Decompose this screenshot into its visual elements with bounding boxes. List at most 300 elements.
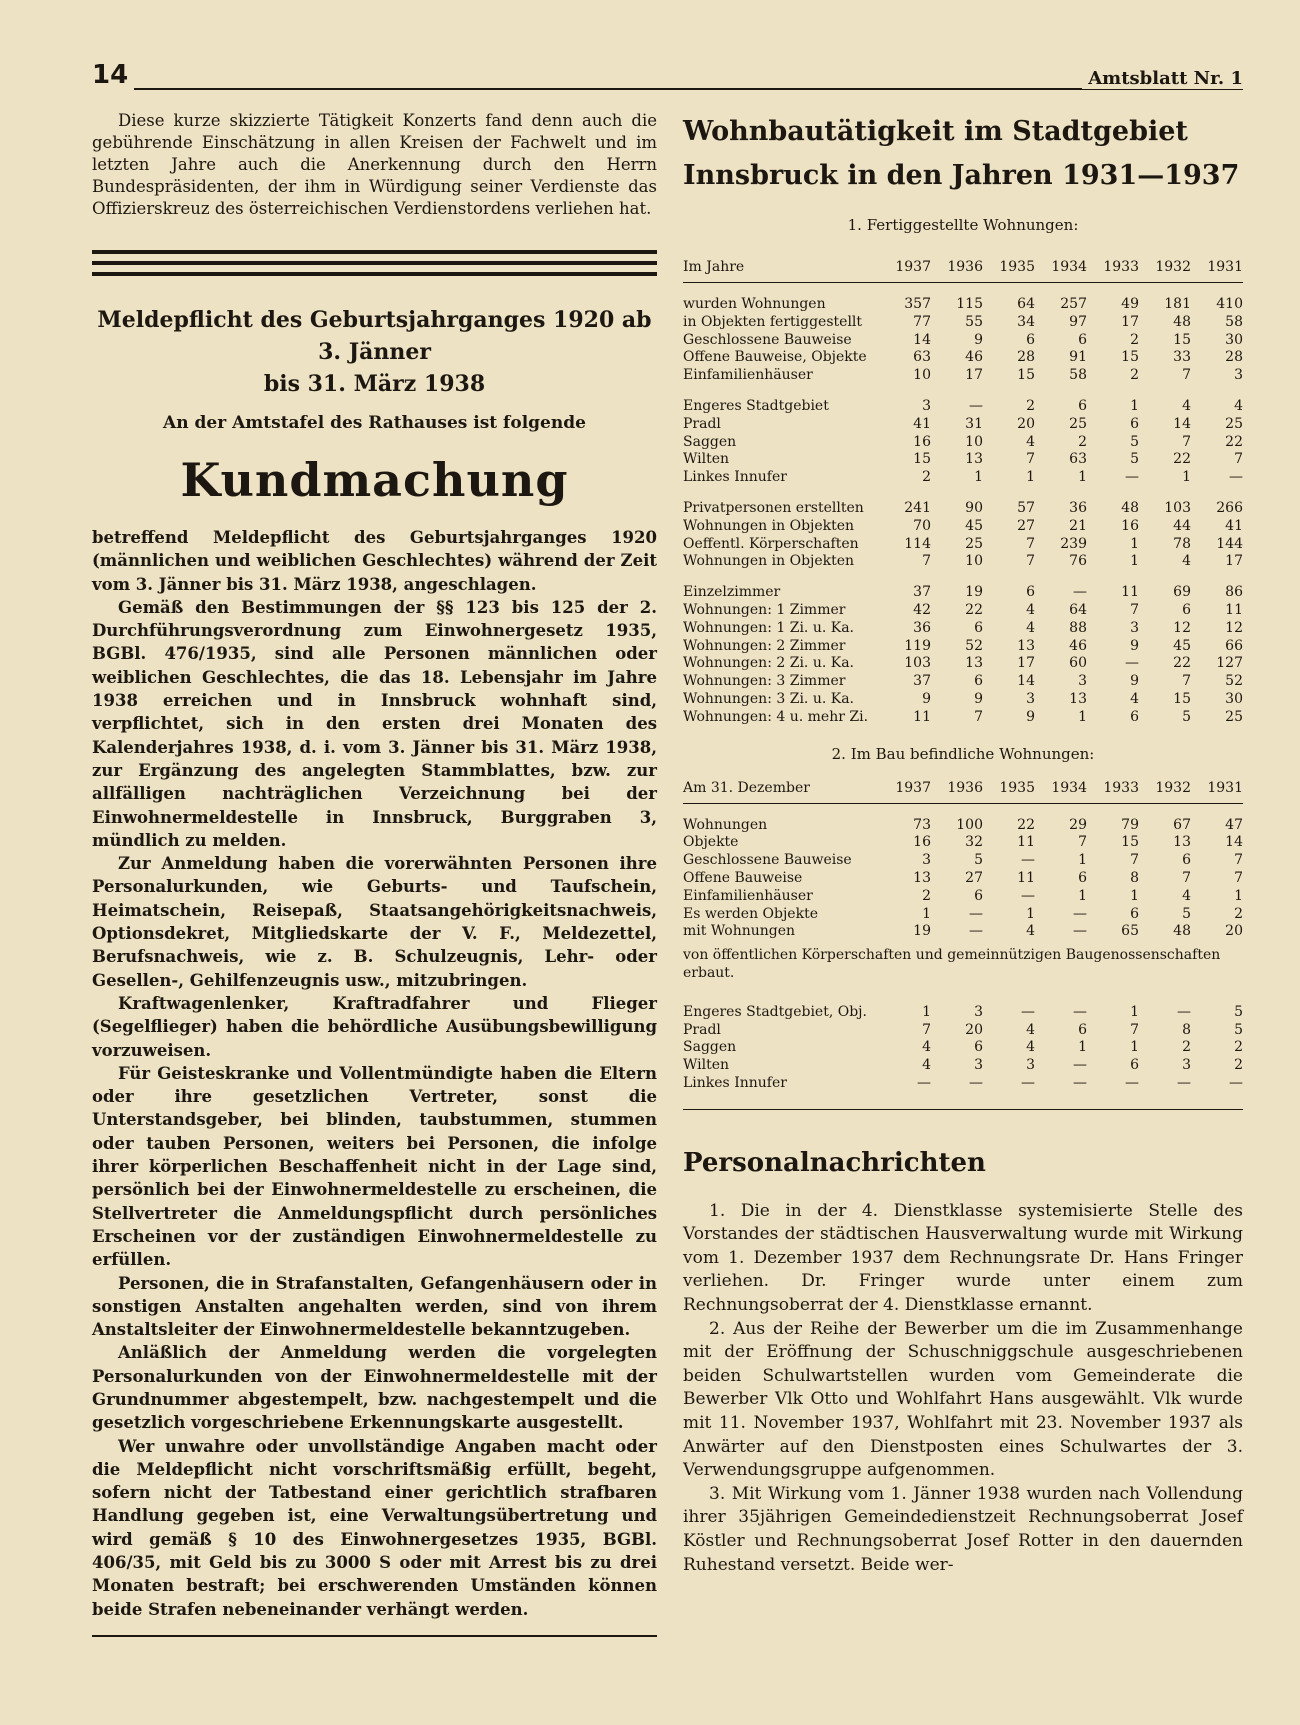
table-cell: 9 bbox=[974, 690, 983, 707]
table-cell: 15 bbox=[1017, 367, 1035, 384]
table-cell: 12 bbox=[1225, 619, 1243, 636]
table-row bbox=[683, 1075, 1243, 1093]
table-cell: 6 bbox=[1078, 397, 1087, 414]
table-cell: 33 bbox=[1173, 349, 1191, 366]
table-header-year: 1935 bbox=[999, 259, 1035, 275]
notice-paragraph: Gemäß den Bestimmungen der §§ 123 bis 125 der 2. Durchführungsverordnung zum Einwohnergesetz 1935, BGBl. 476/1935, sind alle Personen männlichen oder weiblichen Geschlechtes, die das 18. Lebensjahr im Jahre 1938 erreichen und in Innsbruck wohnhaft sind, verpflichtet, sich in den ersten drei Monaten des Kalenderjahres 1938, d. i. vom 3. Jänner bis 31. März 1938, zur Ergänzung des angelegten Stammblattes, bzw. zur allfälligen nachträglichen Verzeichnung bei der Einwohnermeldestelle in Innsbruck, Burggraben 3, mündlich zu melden. bbox=[92, 597, 657, 850]
row-label: Offene Bauweise, Objekte bbox=[683, 349, 867, 366]
row-label: Engeres Stadtgebiet bbox=[683, 397, 829, 414]
row-label: Objekte bbox=[683, 834, 739, 851]
table-cell: 7 bbox=[1182, 433, 1191, 450]
table-cell: 103 bbox=[904, 655, 931, 672]
table-row bbox=[683, 367, 1243, 385]
table-row bbox=[683, 500, 1243, 518]
table-header-year: 1932 bbox=[1155, 779, 1191, 796]
table-cell: — bbox=[1229, 469, 1243, 486]
row-label: Wohnungen: 2 Zimmer bbox=[683, 637, 846, 654]
table-cell: 4 bbox=[1026, 1021, 1035, 1038]
table-cell: 45 bbox=[965, 517, 983, 534]
table-cell: 1 bbox=[1078, 1039, 1087, 1056]
table-row bbox=[683, 620, 1243, 638]
table-cell: 29 bbox=[1069, 816, 1087, 833]
table-cell: 7 bbox=[1026, 553, 1035, 570]
table-cell: 1 bbox=[974, 469, 983, 486]
row-label: mit Wohnungen bbox=[683, 923, 796, 940]
table-row bbox=[683, 1039, 1243, 1057]
table-cell: 30 bbox=[1225, 690, 1243, 707]
table-cell: 90 bbox=[965, 499, 983, 516]
table-cell: 78 bbox=[1173, 535, 1191, 552]
table-cell: — bbox=[969, 923, 983, 940]
table-cell: 410 bbox=[1216, 296, 1243, 312]
table-row bbox=[683, 451, 1243, 469]
table-cell: 16 bbox=[913, 433, 931, 450]
table-cell: 1 bbox=[922, 905, 931, 922]
table-cell: 144 bbox=[1216, 535, 1243, 552]
row-label: Offene Bauweise bbox=[683, 869, 803, 886]
table-cell: 17 bbox=[1225, 553, 1243, 570]
notice-paragraph: Wer unwahre oder unvollständige Angaben macht oder die Meldepflicht nicht vorschriftsmäßig erfüllt, begeht, sofern nicht der Tatbestand einer gerichtlich strafbaren Handlung gegeben ist, eine Verwaltungsübertretung und wird gemäß § 10 des Einwohnergesetzes 1935, BGBl. 406/35, mit Geld bis zu 3000 S oder mit Arrest bis zu drei Monaten bestraft; bei erschwerenden Umständen können beide Strafen nebeneinander verhängt werden. bbox=[92, 1436, 657, 1619]
table-cell: 5 bbox=[1234, 1021, 1243, 1038]
table-cell: 25 bbox=[1225, 708, 1243, 725]
row-label: Pradl bbox=[683, 415, 721, 432]
kundmachung-title: Kundmachung bbox=[180, 453, 569, 507]
table-cell: 22 bbox=[1173, 655, 1191, 672]
row-label: Wohnungen: 3 Zi. u. Ka. bbox=[683, 690, 855, 707]
table-cell: 9 bbox=[922, 690, 931, 707]
personal-paragraph: 2. Aus der Reihe der Bewerber um die im Zusammenhange mit der Eröffnung der Schuschniggschule ausgeschriebenen beiden Schulwartstellen wurden vom Gemeinderate die Bewerber Vlk Otto und Wohlfahrt Hans ausgewählt. Vlk wurde mit 11. November 1937, Wohlfahrt mit 23. November 1937 als Anwärter auf den Dienstposten eines Schulwartes der 3. Verwendungsgruppe aufgenommen. bbox=[683, 1318, 1243, 1481]
row-label: Es werden Objekte bbox=[683, 905, 818, 922]
table-cell: 36 bbox=[1069, 499, 1087, 516]
table-cell: 60 bbox=[1069, 655, 1087, 672]
table-cell: 49 bbox=[1121, 296, 1139, 312]
table-cell: 17 bbox=[1121, 313, 1139, 330]
table-cell: — bbox=[1125, 655, 1139, 672]
table-cell: 65 bbox=[1121, 923, 1139, 940]
table-cell: 127 bbox=[1216, 655, 1243, 672]
table-header-year: 1936 bbox=[947, 259, 983, 275]
row-label: Wohnungen bbox=[683, 816, 768, 833]
table-cell: 6 bbox=[1130, 905, 1139, 922]
table-cell: 6 bbox=[974, 673, 983, 690]
table-cell: 6 bbox=[974, 887, 983, 904]
table-end-rule bbox=[683, 1109, 1243, 1110]
table-cell: 6 bbox=[1078, 1021, 1087, 1038]
table-cell: — bbox=[969, 905, 983, 922]
table-row bbox=[683, 536, 1243, 554]
table-row bbox=[683, 296, 1243, 314]
table-cell: — bbox=[1073, 905, 1087, 922]
table-cell: 3 bbox=[1026, 1057, 1035, 1074]
table-header-year: 1937 bbox=[895, 779, 931, 796]
table-cell: 22 bbox=[1173, 451, 1191, 468]
table-cell: 25 bbox=[1225, 415, 1243, 432]
table-cell: 357 bbox=[904, 296, 931, 312]
table-cell: 3 bbox=[1078, 673, 1087, 690]
table-cell: 4 bbox=[922, 1057, 931, 1074]
row-label: Oeffentl. Körperschaften bbox=[683, 535, 859, 552]
row-label: Wilten bbox=[683, 451, 730, 468]
table-cell: 241 bbox=[904, 499, 931, 516]
table-cell: 1 bbox=[922, 1003, 931, 1020]
table-cell: 58 bbox=[1069, 367, 1087, 384]
row-label: wurden Wohnungen bbox=[683, 296, 826, 312]
table-cell: 15 bbox=[913, 451, 931, 468]
table-cell: 3 bbox=[1026, 690, 1035, 707]
table-cell: 13 bbox=[965, 451, 983, 468]
table-header-year: 1934 bbox=[1051, 259, 1087, 275]
table-row bbox=[683, 553, 1243, 571]
table-cell: 25 bbox=[965, 535, 983, 552]
table-cell: 14 bbox=[1225, 834, 1243, 851]
table-cell: 6 bbox=[1130, 1057, 1139, 1074]
under-construction-districts-table bbox=[683, 991, 1243, 1093]
table-header-row bbox=[683, 777, 1243, 804]
table-cell: 28 bbox=[1017, 349, 1035, 366]
table-cell: 66 bbox=[1225, 637, 1243, 654]
table-cell: 88 bbox=[1069, 619, 1087, 636]
row-label: Wohnungen in Objekten bbox=[683, 553, 855, 570]
table-cell: 34 bbox=[1017, 313, 1035, 330]
wohnbau-heading-line2: Innsbruck in den Jahren 1931—1937 bbox=[683, 160, 1240, 191]
table-cell: — bbox=[917, 1074, 931, 1091]
table-header-year: 1933 bbox=[1103, 779, 1139, 796]
table-row bbox=[683, 852, 1243, 870]
section-divider bbox=[92, 250, 657, 276]
table-cell: 20 bbox=[965, 1021, 983, 1038]
table-cell: 1 bbox=[1078, 469, 1087, 486]
table-row bbox=[683, 332, 1243, 350]
table-cell: 27 bbox=[965, 869, 983, 886]
table-cell: 2 bbox=[922, 469, 931, 486]
table-cell: 77 bbox=[913, 313, 931, 330]
table-cell: 30 bbox=[1225, 331, 1243, 348]
table-cell: — bbox=[1073, 584, 1087, 601]
table-cell: 2 bbox=[1234, 1039, 1243, 1056]
row-label: Wohnungen: 1 Zi. u. Ka. bbox=[683, 619, 855, 636]
table-cell: — bbox=[1021, 1074, 1035, 1091]
table-cell: 86 bbox=[1225, 584, 1243, 601]
table-row bbox=[683, 349, 1243, 367]
table-cell: 5 bbox=[1182, 708, 1191, 725]
table-cell: 2 bbox=[1234, 1057, 1243, 1074]
notice-paragraph: Kraftwagenlenker, Kraftradfahrer und Flieger (Segelflieger) haben die behördliche Ausübungsbewilligung vorzuweisen. bbox=[92, 993, 657, 1060]
table-cell: 15 bbox=[1121, 834, 1139, 851]
table-row bbox=[683, 638, 1243, 656]
table-cell: 181 bbox=[1164, 296, 1191, 312]
table-cell: 3 bbox=[1130, 619, 1139, 636]
table-cell: 42 bbox=[913, 601, 931, 618]
table-row bbox=[683, 1004, 1243, 1022]
table-cell: 41 bbox=[1225, 517, 1243, 534]
table-cell: 67 bbox=[1173, 816, 1191, 833]
row-label: Geschlossene Bauweise bbox=[683, 852, 852, 869]
table-row bbox=[683, 602, 1243, 620]
table-cell: — bbox=[1177, 1074, 1191, 1091]
table-cell: 13 bbox=[965, 655, 983, 672]
row-label: Einfamilienhäuser bbox=[683, 887, 813, 904]
row-label: Wohnungen: 3 Zimmer bbox=[683, 673, 846, 690]
table-cell: — bbox=[1125, 1074, 1139, 1091]
row-label: Linkes Innufer bbox=[683, 1074, 787, 1091]
table-cell: 3 bbox=[1234, 367, 1243, 384]
table-cell: 9 bbox=[1026, 708, 1035, 725]
table-cell: — bbox=[1073, 923, 1087, 940]
table-cell: 11 bbox=[1017, 869, 1035, 886]
table-cell: 19 bbox=[965, 584, 983, 601]
table-cell: 20 bbox=[1017, 415, 1035, 432]
table-cell: 11 bbox=[1121, 584, 1139, 601]
table-row bbox=[683, 584, 1243, 602]
row-label: Wohnungen: 2 Zi. u. Ka. bbox=[683, 655, 855, 672]
table-cell: 4 bbox=[1182, 553, 1191, 570]
table-cell: 103 bbox=[1164, 499, 1191, 516]
column-end-rule bbox=[92, 1635, 657, 1637]
table-cell: 10 bbox=[965, 433, 983, 450]
table-cell: 64 bbox=[1017, 296, 1035, 312]
table-cell: 257 bbox=[1060, 296, 1087, 312]
table-header-year: 1937 bbox=[895, 259, 931, 275]
table-cell: 1 bbox=[1078, 708, 1087, 725]
table-row bbox=[683, 709, 1243, 727]
table-cell: 114 bbox=[904, 535, 931, 552]
table-cell: — bbox=[969, 1074, 983, 1091]
table-cell: 63 bbox=[1069, 451, 1087, 468]
table-row bbox=[683, 434, 1243, 452]
table-cell: 48 bbox=[1173, 923, 1191, 940]
table-cell: 97 bbox=[1069, 313, 1087, 330]
table-cell: 46 bbox=[1069, 637, 1087, 654]
table-cell: 14 bbox=[1017, 673, 1035, 690]
table-cell: 76 bbox=[1069, 553, 1087, 570]
table-cell: 9 bbox=[1130, 673, 1139, 690]
table-cell: 100 bbox=[956, 816, 983, 833]
table-cell: 2 bbox=[1026, 397, 1035, 414]
table-cell: 41 bbox=[913, 415, 931, 432]
table-cell: 15 bbox=[1173, 331, 1191, 348]
table-cell: 1 bbox=[1130, 1039, 1139, 1056]
table-cell: 4 bbox=[1026, 601, 1035, 618]
row-label: Einfamilienhäuser bbox=[683, 367, 813, 384]
table-row bbox=[683, 673, 1243, 691]
row-label: Wohnungen: 1 Zimmer bbox=[683, 601, 846, 618]
wohnbau-heading bbox=[683, 110, 1243, 198]
table-cell: 19 bbox=[913, 923, 931, 940]
table-header-year: 1934 bbox=[1051, 779, 1087, 796]
table-cell: 6 bbox=[1182, 601, 1191, 618]
table-cell: 239 bbox=[1060, 535, 1087, 552]
table-row bbox=[683, 1022, 1243, 1040]
table-cell: 1 bbox=[1078, 852, 1087, 869]
table-header-year: 1932 bbox=[1155, 259, 1191, 275]
table-cell: 4 bbox=[1026, 433, 1035, 450]
table-cell: 58 bbox=[1225, 313, 1243, 330]
table-cell: 25 bbox=[1069, 415, 1087, 432]
row-label: Wilten bbox=[683, 1057, 730, 1074]
table-cell: 5 bbox=[1182, 905, 1191, 922]
row-label: in Objekten fertiggestellt bbox=[683, 313, 863, 330]
row-label: Geschlossene Bauweise bbox=[683, 331, 852, 348]
row-label: Einzelzimmer bbox=[683, 584, 781, 601]
table-row bbox=[683, 834, 1243, 852]
table-cell: 7 bbox=[922, 553, 931, 570]
notice-paragraph: Zur Anmeldung haben die vorerwähnten Personen ihre Personalurkunden, wie Geburts- und Taufschein, Heimatschein, Reisepaß, Staatsangehörigkeitsnachweis, Optionsdekret, Mitgliedskarte der V. F., Meldezettel, Berufsnachweis, wie z. B. Schulzeugnis, Lehr- oder Gesellen-, Gehilfenzeugnis usw., mitzubringen. bbox=[92, 854, 657, 990]
personal-paragraph: 1. Die in der 4. Dienstklasse systemisierte Stelle des Vorstandes der städtischen Hausverwaltung wurde mit Wirkung vom 1. Dezember 1937 dem Rechnungsrate Dr. Hans Fringer verliehen. Dr. Fringer wurde unter einem zum Rechnungsoberrat der 4. Dienstklasse ernannt. bbox=[683, 1200, 1243, 1316]
table-cell: 6 bbox=[1078, 869, 1087, 886]
table-cell: 7 bbox=[922, 1021, 931, 1038]
table-header-row bbox=[683, 256, 1243, 283]
table-cell: 37 bbox=[913, 673, 931, 690]
notice-paragraph: Für Geisteskranke und Vollentmündigte haben die Eltern oder ihre gesetzlichen Vertreter, sonst die Unterstandsgeber, bei blinden, taubstummen, stummen oder tauben Personen, weiters bei Personen, die infolge ihrer körperlichen Beschaffenheit nicht in der Lage sind, persönlich bei der Einwohnermeldestelle zu erscheinen, die Stellvertreter die Anmeldungspflicht durch persönliches Erscheinen vor der zuständigen Einwohnermeldestelle zu erfüllen. bbox=[92, 1063, 657, 1270]
table-cell: 15 bbox=[1121, 349, 1139, 366]
row-label: Saggen bbox=[683, 1039, 737, 1056]
row-label: Linkes Innufer bbox=[683, 469, 787, 486]
table-cell: 6 bbox=[1026, 584, 1035, 601]
table-cell: 22 bbox=[1017, 816, 1035, 833]
notice-intro: An der Amtstafel des Rathauses ist folgende bbox=[163, 413, 586, 433]
row-label: Engeres Stadtgebiet, Obj. bbox=[683, 1003, 867, 1020]
page-number: 14 bbox=[92, 60, 134, 90]
table-cell: 20 bbox=[1225, 923, 1243, 940]
notice-body bbox=[92, 596, 657, 1621]
table-cell: 36 bbox=[913, 619, 931, 636]
table-cell: 5 bbox=[1130, 433, 1139, 450]
meldepflicht-heading-line1: Meldepflicht des Geburtsjahrganges 1920 ab 3. Jänner bbox=[97, 307, 652, 365]
table-cell: 4 bbox=[1182, 397, 1191, 414]
table-row bbox=[683, 817, 1243, 835]
table-header-year: 1935 bbox=[999, 779, 1035, 796]
table-header-year: 1931 bbox=[1207, 779, 1243, 796]
publication-title: Amtsblatt Nr. 1 bbox=[1082, 68, 1243, 89]
table-cell: 6 bbox=[974, 619, 983, 636]
table-cell: 9 bbox=[1130, 637, 1139, 654]
table-cell: 64 bbox=[1069, 601, 1087, 618]
notice-paragraph: Personen, die in Strafanstalten, Gefangenhäusern oder in sonstigen Anstalten angehalten werden, sind von ihrem Anstaltsleiter der Einwohnermeldestelle bekanntzugeben. bbox=[92, 1273, 657, 1340]
table-cell: 17 bbox=[1017, 655, 1035, 672]
table-cell: 1 bbox=[1130, 553, 1139, 570]
table-cell: 70 bbox=[913, 517, 931, 534]
table-header-label: Im Jahre bbox=[683, 259, 745, 275]
table-cell: 6 bbox=[1182, 852, 1191, 869]
table-cell: 4 bbox=[1130, 690, 1139, 707]
table-cell: 7 bbox=[1130, 1021, 1139, 1038]
table-cell: — bbox=[1229, 1074, 1243, 1091]
table-cell: 115 bbox=[956, 296, 983, 312]
table-cell: 2 bbox=[1182, 1039, 1191, 1056]
table-cell: 6 bbox=[1130, 708, 1139, 725]
table-cell: 4 bbox=[1026, 923, 1035, 940]
table-cell: 7 bbox=[974, 708, 983, 725]
table-row bbox=[683, 691, 1243, 709]
right-column bbox=[683, 110, 1243, 1577]
table-cell: 13 bbox=[913, 869, 931, 886]
table-row bbox=[683, 906, 1243, 924]
table-cell: 3 bbox=[1182, 1057, 1191, 1074]
table-cell: 7 bbox=[1234, 852, 1243, 869]
notice-subject: betreffend Meldepflicht des Geburtsjahrganges 1920 (männlichen und weiblichen Geschlechtes) während der Zeit vom 3. Jänner bis 31. März 1938, angeschlagen. bbox=[92, 528, 657, 594]
table-cell: 32 bbox=[965, 834, 983, 851]
table-header-year: 1936 bbox=[947, 779, 983, 796]
row-label: Privatpersonen erstellten bbox=[683, 499, 864, 516]
table-cell: 266 bbox=[1216, 499, 1243, 516]
left-column bbox=[92, 110, 657, 1637]
table-row bbox=[683, 398, 1243, 416]
table-row bbox=[683, 923, 1243, 941]
table-cell: 14 bbox=[1173, 415, 1191, 432]
table-cell: 2 bbox=[922, 887, 931, 904]
table-cell: 13 bbox=[1173, 834, 1191, 851]
table-cell: 119 bbox=[904, 637, 931, 654]
table-cell: 8 bbox=[1130, 869, 1139, 886]
table-cell: 14 bbox=[913, 331, 931, 348]
table-cell: 7 bbox=[1130, 852, 1139, 869]
personal-news bbox=[683, 1200, 1243, 1578]
table-cell: 48 bbox=[1173, 313, 1191, 330]
table-cell: 11 bbox=[1225, 601, 1243, 618]
table-cell: 31 bbox=[965, 415, 983, 432]
table-cell: — bbox=[1073, 1057, 1087, 1074]
table-cell: 4 bbox=[922, 1039, 931, 1056]
table-cell: 3 bbox=[974, 1057, 983, 1074]
table-cell: 52 bbox=[1225, 673, 1243, 690]
table-header-label: Am 31. Dezember bbox=[683, 779, 810, 796]
row-label: Wohnungen in Objekten bbox=[683, 517, 855, 534]
table1-subheading: 1. Fertiggestellte Wohnungen: bbox=[847, 216, 1079, 234]
table-cell: 52 bbox=[965, 637, 983, 654]
table-cell: 6 bbox=[1078, 331, 1087, 348]
meldepflicht-heading-line2: bis 31. März 1938 bbox=[263, 371, 486, 397]
table-cell: — bbox=[1021, 1003, 1035, 1020]
table-cell: 1 bbox=[1130, 397, 1139, 414]
table-cell: 13 bbox=[1069, 690, 1087, 707]
personal-heading: Personalnachrichten bbox=[683, 1147, 986, 1178]
table-cell: 6 bbox=[1130, 415, 1139, 432]
table-row bbox=[683, 518, 1243, 536]
table-cell: 1 bbox=[1026, 905, 1035, 922]
table-cell: 1 bbox=[1130, 1003, 1139, 1020]
notice-paragraph: Anläßlich der Anmeldung werden die vorgelegten Personalurkunden von der Einwohnermeldestelle mit der Grundnummer abgestempelt, bzw. nachgestempelt und die gesetzlich vorgeschriebene Erkennungskarte ausgestellt. bbox=[92, 1343, 657, 1433]
table-cell: 7 bbox=[1182, 367, 1191, 384]
wohnbau-heading-line1: Wohnbautätigkeit im Stadtgebiet bbox=[683, 116, 1188, 147]
table-cell: 6 bbox=[1026, 331, 1035, 348]
table2-subheading: 2. Im Bau befindliche Wohnungen: bbox=[831, 744, 1095, 763]
page-header bbox=[92, 58, 1243, 90]
table-cell: 13 bbox=[1017, 637, 1035, 654]
table-cell: 7 bbox=[1130, 601, 1139, 618]
table-cell: 5 bbox=[1234, 1003, 1243, 1020]
table-cell: 1 bbox=[1026, 469, 1035, 486]
table-cell: 47 bbox=[1225, 816, 1243, 833]
table-cell: — bbox=[1073, 1003, 1087, 1020]
table-cell: 3 bbox=[974, 1003, 983, 1020]
table-row bbox=[683, 1057, 1243, 1075]
table-cell: 7 bbox=[1182, 869, 1191, 886]
table-cell: 7 bbox=[1026, 451, 1035, 468]
table-cell: 2 bbox=[1078, 433, 1087, 450]
completed-dwellings-table bbox=[683, 256, 1243, 727]
table-cell: 91 bbox=[1069, 349, 1087, 366]
table-row bbox=[683, 888, 1243, 906]
table-cell: 1 bbox=[1130, 887, 1139, 904]
table-cell: 1 bbox=[1078, 887, 1087, 904]
table-cell: 4 bbox=[1182, 887, 1191, 904]
row-label: Saggen bbox=[683, 433, 737, 450]
table-cell: 45 bbox=[1173, 637, 1191, 654]
table-cell: 6 bbox=[974, 1039, 983, 1056]
table2-note: von öffentlichen Körperschaften und gemeinnützigen Baugenossenschaften erbaut. bbox=[683, 947, 1221, 981]
personal-paragraph: 3. Mit Wirkung vom 1. Jänner 1938 wurden nach Vollendung ihrer 35jährigen Gemeindedienstzeit Rechnungsoberrat Josef Köstler und Rechnungsoberrat Josef Rotter in den dauernden Ruhestand versetzt. Beide wer- bbox=[683, 1483, 1243, 1575]
table-cell: 16 bbox=[1121, 517, 1139, 534]
